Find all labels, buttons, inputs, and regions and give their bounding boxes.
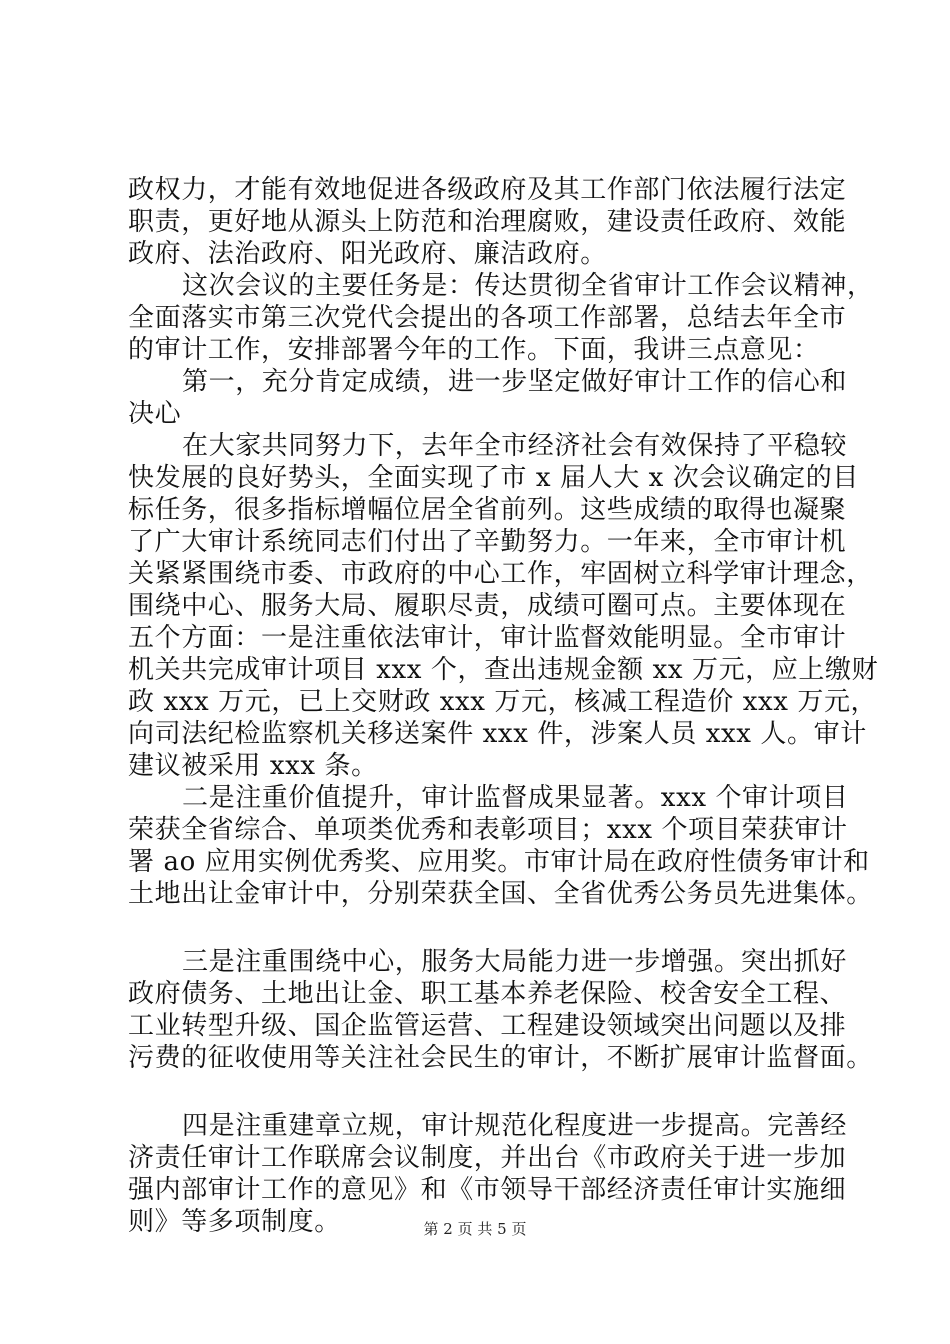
text-line: 全面落实市第三次党代会提出的各项工作部署，总结去年全市 xyxy=(128,303,847,333)
text-line: 济责任审计工作联席会议制度，并出台《市政府关于进一步加 xyxy=(128,1143,847,1173)
text-line: 标任务，很多指标增幅位居全省前列。这些成绩的取得也凝聚 xyxy=(128,495,847,525)
text-line: 在大家共同努力下，去年全市经济社会有效保持了平稳较 xyxy=(182,431,848,461)
text-line: 政府债务、土地出让金、职工基本养老保险、校舍安全工程、 xyxy=(128,979,847,1009)
text-line: 关紧紧围绕市委、市政府的中心工作，牢固树立科学审计理念， xyxy=(128,559,873,589)
text-line: 快发展的良好势头，全面实现了市 x 届人大 x 次会议确定的目 xyxy=(128,463,859,493)
text-line: 向司法纪检监察机关移送案件 xxx 件，涉案人员 xxx 人。审计 xyxy=(128,719,867,749)
text-line: 强内部审计工作的意见》和《市领导干部经济责任审计实施细 xyxy=(128,1175,847,1205)
text-line: 工业转型升级、国企监管运营、工程建设领域突出问题以及排 xyxy=(128,1011,847,1041)
text-line: 了广大审计系统同志们付出了辛勤努力。一年来，全市审计机 xyxy=(128,527,847,557)
text-line: 围绕中心、服务大局、履职尽责，成绩可圈可点。主要体现在 xyxy=(128,591,847,621)
text-line: 则》等多项制度。 xyxy=(128,1207,341,1237)
paragraph xyxy=(128,366,848,430)
text-line: 第一，充分肯定成绩，进一步坚定做好审计工作的信心和 xyxy=(182,367,848,397)
paragraph-gap xyxy=(128,910,838,946)
text-line: 五个方面：一是注重依法审计，审计监督效能明显。全市审计 xyxy=(128,623,847,653)
paragraph xyxy=(128,270,874,366)
text-line: 决心 xyxy=(128,399,182,429)
text-line: 三是注重围绕中心，服务大局能力进一步增强。突出抓好 xyxy=(182,947,848,977)
paragraph xyxy=(128,174,847,270)
text-line: 政府、法治政府、阳光政府、廉洁政府。 xyxy=(128,239,607,269)
paragraph xyxy=(128,946,873,1074)
text-line: 政 xxx 万元，已上交财政 xxx 万元，核减工程造价 xxx 万元， xyxy=(128,687,878,717)
document-body xyxy=(128,174,879,1238)
page-footer: 第 2 页 共 5 页 xyxy=(423,1220,527,1238)
text-line: 的审计工作，安排部署今年的工作。下面，我讲三点意见： xyxy=(128,335,820,365)
text-line: 职责，更好地从源头上防范和治理腐败，建设责任政府、效能 xyxy=(128,207,847,237)
text-line: 机关共完成审计项目 xxx 个，查出违规金额 xx 万元，应上缴财 xyxy=(128,655,879,685)
text-line: 这次会议的主要任务是：传达贯彻全省审计工作会议精神， xyxy=(182,271,874,301)
paragraph xyxy=(128,430,879,782)
text-line: 政权力，才能有效地促进各级政府及其工作部门依法履行法定 xyxy=(128,175,847,205)
paragraph-gap xyxy=(128,1074,838,1110)
text-line: 污费的征收使用等关注社会民生的审计，不断扩展审计监督面。 xyxy=(128,1043,873,1073)
text-line: 四是注重建章立规，审计规范化程度进一步提高。完善经 xyxy=(182,1111,848,1141)
text-line: 土地出让金审计中，分别荣获全国、全省优秀公务员先进集体。 xyxy=(128,879,873,909)
text-line: 二是注重价值提升，审计监督成果显著。xxx 个审计项目 xyxy=(182,783,849,813)
text-line: 荣获全省综合、单项类优秀和表彰项目；xxx 个项目荣获审计 xyxy=(128,815,848,845)
text-line: 署 ao 应用实例优秀奖、应用奖。市审计局在政府性债务审计和 xyxy=(128,847,870,877)
text-line: 建议被采用 xxx 条。 xyxy=(128,751,378,781)
paragraph xyxy=(128,782,873,910)
